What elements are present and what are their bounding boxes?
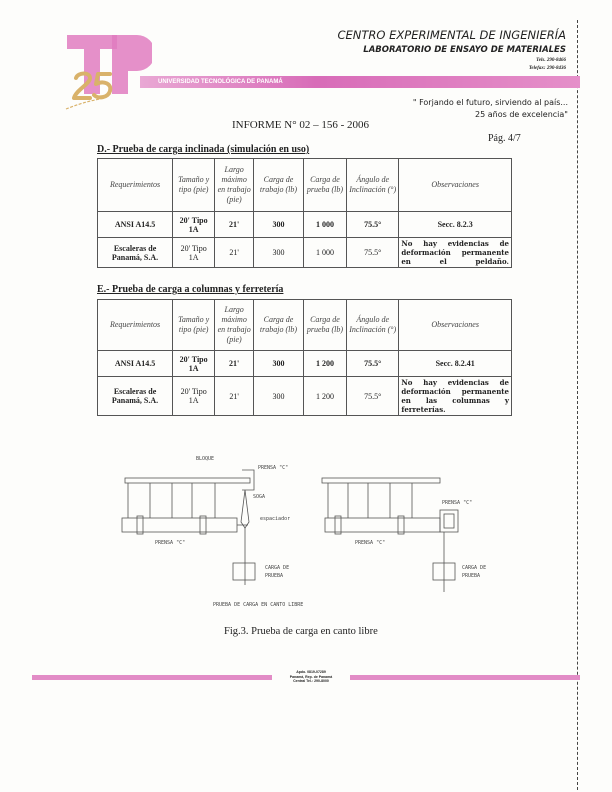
column-header: Ángulo de Inclinación (°) [347,159,399,212]
table-cell: ANSI A14.5 [98,212,173,238]
table-cell: 300 [254,351,304,377]
header-row [98,300,512,351]
label-espaciador: espaciador [260,516,291,522]
table-cell: 1 000 [303,212,346,238]
table-cell: 1 200 [303,351,346,377]
figure-caption: Fig.3. Prueba de carga en canto libre [224,626,378,637]
motto-line-1: " Forjando el futuro, sirviendo al país... [412,98,568,107]
table-cell: 300 [254,377,304,416]
table-row [98,238,512,268]
table-cell: No hay evidencias de deformación permanente en las columnas y ferreterías. [399,377,512,416]
label-prensa-left: PRENSA "C" [155,540,186,546]
label-prensa-right: PRENSA "C" [442,500,473,506]
table-cell: Secc. 8.2.41 [399,351,512,377]
footer-address [283,670,339,684]
table-cell: 21' [215,351,254,377]
table-cell: 21' [215,212,254,238]
section-d-title: D.- Prueba de carga inclinada (simulación en uso) [97,144,310,155]
column-header: Largo máximo en trabajo (pie) [215,159,254,212]
table-cell: Escaleras de Panamá, S.A. [98,238,173,268]
table-row [98,377,512,416]
table-cell: Escaleras de Panamá, S.A. [98,377,173,416]
column-header: Largo máximo en trabajo (pie) [215,300,254,351]
table-cell: Secc. 8.2.3 [399,212,512,238]
lab-name: LABORATORIO DE ENSAYO DE MATERIALES [363,45,566,55]
figure-subtitle: PRUEBA DE CARGA EN CANTO LIBRE [213,602,304,608]
column-header: Requerimientos [98,159,173,212]
table-cell: 300 [254,212,304,238]
column-header: Ángulo de Inclinación (°) [347,300,399,351]
university-name: UNIVERSIDAD TECNOLÓGICA DE PANAMÁ [158,79,283,85]
footer-band-right [350,675,580,680]
label-carga-right: CARGA DE [462,565,487,571]
utp-logo [62,30,152,110]
table-cell: 300 [254,238,304,268]
table-cell: ANSI A14.5 [98,351,173,377]
header-row [98,159,512,212]
tel: Tels. 290-8466 [536,58,566,63]
motto [413,97,568,121]
column-header: Observaciones [399,300,512,351]
label-prensa-right-bottom: PRENSA "C" [355,540,386,546]
table-cell: No hay evidencias de deformación permanente en el peldaño. [399,238,512,268]
table-cell: 1 200 [303,377,346,416]
footer-line-1: Apdo. 0819-07289 [296,670,326,674]
center-name: CENTRO EXPERIMENTAL DE INGENIERÍA [337,28,566,42]
footer-line-2: Panamá, Rep. de Panamá [289,674,333,679]
column-header: Tamaño y tipo (pie) [173,300,215,351]
column-header: Observaciones [399,159,512,212]
table-cell: 20' Tipo 1A [173,238,215,268]
page-number: Pág. 4/7 [488,133,521,144]
label-prueba: PRUEBA [265,573,284,579]
label-soga: SOGA [253,494,266,500]
table-cell: 21' [215,377,254,416]
table-row [98,351,512,377]
table-cell: 20' Tipo 1A [173,377,215,416]
table-cell: 20' Tipo 1A [173,212,215,238]
label-carga: CARGA DE [265,565,290,571]
table-cell: 75.5° [347,238,399,268]
section-e-table [97,299,512,416]
footer-line-3: Central Tel.: 290-8000 [293,679,329,683]
motto-line-2: 25 años de excelencia" [475,110,568,119]
column-header: Carga de trabajo (lb) [254,159,304,212]
table-cell: 21' [215,238,254,268]
table-cell: 20' Tipo 1A [173,351,215,377]
label-prensa-top: PRENSA "C" [258,465,289,471]
table-cell: 75.5° [347,212,399,238]
label-prueba-right: PRUEBA [462,573,481,579]
section-d-table [97,158,512,268]
label-bloque: BLOQUE [196,456,215,462]
table-row [98,212,512,238]
column-header: Tamaño y tipo (pie) [173,159,215,212]
university-band [140,76,580,88]
report-title: INFORME N° 02 – 156 - 2006 [232,119,370,131]
column-header: Carga de prueba (lb) [303,159,346,212]
load-test-figure [100,440,520,620]
column-header: Carga de trabajo (lb) [254,300,304,351]
section-e-title: E.- Prueba de carga a columnas y ferretería [97,284,284,295]
column-header: Requerimientos [98,300,173,351]
telefax: Telefax: 290-8436 [528,66,566,71]
footer-band-left [32,675,272,680]
table-cell: 75.5° [347,351,399,377]
column-header: Carga de prueba (lb) [303,300,346,351]
table-cell: 1 000 [303,238,346,268]
table-cell: 75.5° [347,377,399,416]
